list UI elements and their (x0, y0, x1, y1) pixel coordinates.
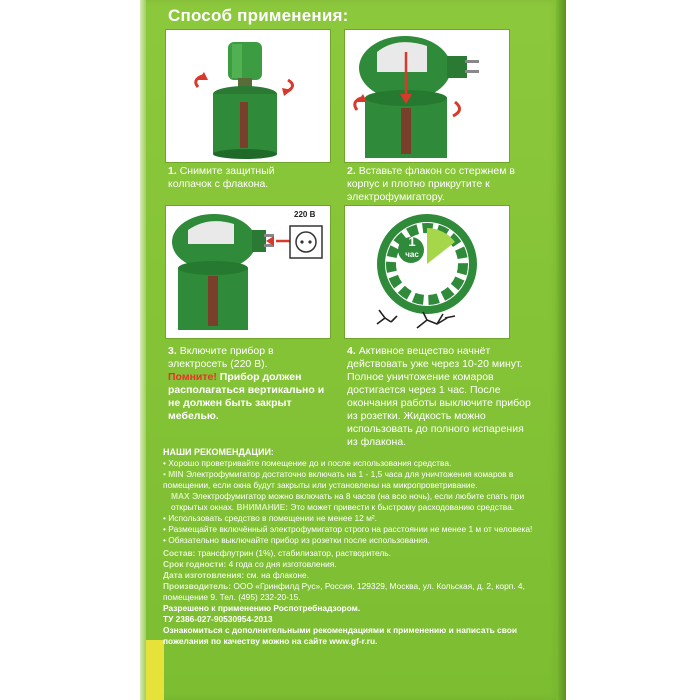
step3-number: 3. (168, 345, 177, 357)
shelf-life-label: Срок годности: (163, 559, 227, 569)
recommendation-item: • Использовать средство в помещении не менее 12 м². (163, 513, 378, 523)
manufacture-date-label: Дата изготовления: (163, 570, 245, 580)
box-right-edge (556, 0, 566, 700)
recommendation-item: • Хорошо проветривайте помещение до и после использования средства. (163, 458, 452, 468)
producer-line (163, 581, 548, 603)
permit-line: Разрешено к применению Роспотребнадзором. (163, 603, 361, 613)
step4-text (347, 345, 537, 449)
min-tag: • MIN (163, 469, 184, 479)
recommendations-block (163, 447, 548, 647)
min-text: Электрофумигатор достаточно включать на 1 - 1,5 часа для уничтожения комаров в помещении, если окна будут закрыты или установлены на микропроветривание. (163, 469, 514, 490)
attention-tag: ВНИМАНИЕ: (234, 502, 289, 512)
step1-illustration (166, 30, 330, 162)
yellow-strip (146, 640, 164, 700)
socket-voltage-label: 220 В (294, 210, 316, 219)
device-insert-icon (347, 32, 507, 160)
producer-label: Производитель: (163, 581, 232, 591)
step2-description: Вставьте флакон со стержнем в корпус и плотно прикрутите к электрофумигатору. (347, 165, 515, 203)
composition-label: Состав: (163, 548, 196, 558)
recommendation-item: • Обязательно выключайте прибор из розетки после использования. (163, 535, 430, 545)
producer-value: ООО «Гринфилд Рус», Россия, 129329, Москва, ул. Кольская, д. 2, корп. 4, помещение 9. Тел. (495) 232-20-15. (163, 581, 525, 602)
step1-description: Снимите защитный колпачок с флакона. (168, 165, 275, 190)
step3-warning-label: Помните! (168, 371, 217, 383)
timer-value: 1 (408, 234, 416, 249)
timer-unit: час (405, 250, 419, 259)
step3-text (168, 345, 328, 423)
step1-number: 1. (168, 165, 177, 177)
step3-illustration (166, 206, 330, 338)
step4-description: Активное вещество начнёт действовать уже через 10-20 минут. Полное уничтожение комаров достигается через 1 час. После окончания работы выключите прибор из розетки. Жидкость можно использовать до полного испарения из флакона. (347, 345, 531, 448)
tu-line: ТУ 2386-027-90530954-2013 (163, 614, 273, 624)
step2-number: 2. (347, 165, 356, 177)
shelf-life-line (163, 559, 548, 570)
step2-illustration (345, 30, 509, 162)
timer-icon (347, 208, 507, 336)
step4-illustration (345, 206, 509, 338)
step3-warning-text: Прибор должен располагаться вертикально и не должен быть закрыт мебелью. (168, 371, 325, 422)
step2-text (347, 165, 517, 204)
attention-text: Это может привести к быстрому расходованию средства. (288, 502, 515, 512)
manufacture-date-value: см. на флаконе. (244, 570, 310, 580)
section-title: Способ применения: (168, 6, 349, 25)
shelf-life-value: 4 года со дня изготовления. (226, 559, 337, 569)
recommendations-heading: НАШИ РЕКОМЕНДАЦИИ: (163, 447, 274, 457)
bottle-cap-icon (168, 32, 328, 160)
recommendation-item: • Размещайте включённый электрофумигатор строго на расстоянии не менее 1 м от человека! (163, 524, 533, 534)
footer-note: Ознакомиться с дополнительными рекомендациями к применению и написать свои пожелания по качеству можно на сайте www.gf-r.ru. (163, 625, 518, 646)
plug-socket-icon (168, 208, 328, 336)
composition-line (163, 548, 548, 559)
step4-number: 4. (347, 345, 356, 357)
manufacture-date-line (163, 570, 548, 581)
max-tag: MAX (171, 491, 190, 501)
composition-value: трансфлутрин (1%), стабилизатор, растворитель. (195, 548, 391, 558)
recommendation-item (163, 469, 548, 491)
step1-text (168, 165, 318, 191)
step3-description: Включите прибор в электросеть (220 В). (168, 345, 274, 370)
recommendation-item (163, 491, 548, 513)
max-text: Электрофумигатор можно включать на 8 часов (на всю ночь), если любите спать при открытых окнах. (171, 491, 525, 512)
